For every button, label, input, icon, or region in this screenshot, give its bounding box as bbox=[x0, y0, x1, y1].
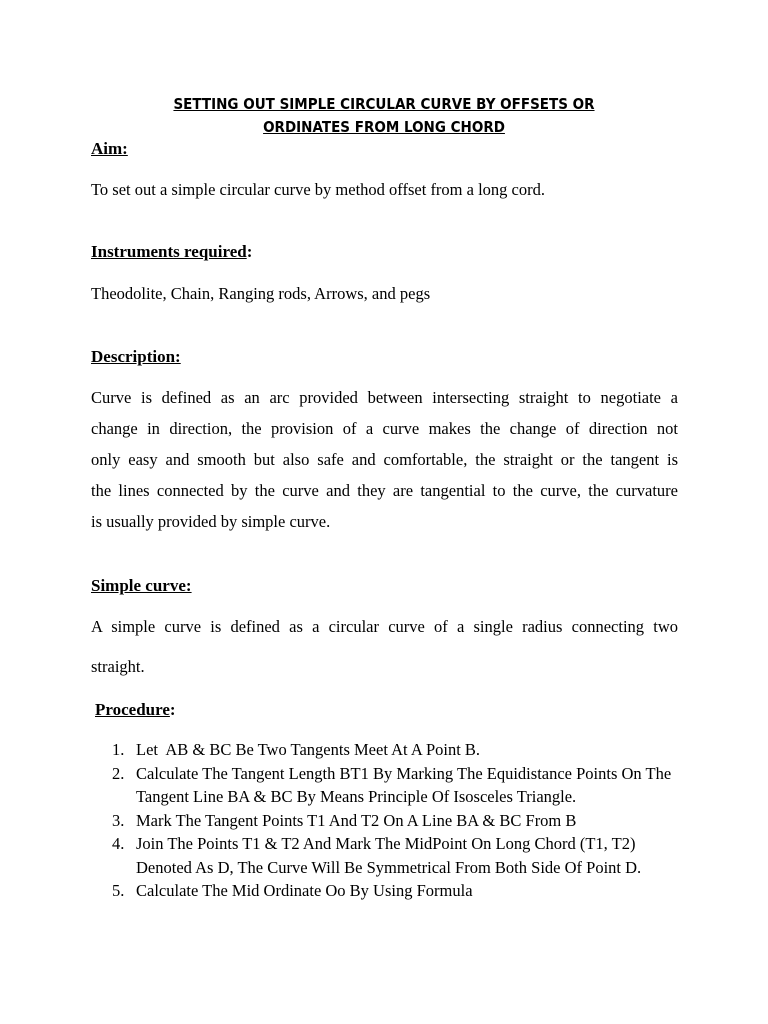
instruments-heading bbox=[91, 242, 252, 262]
procedure-step bbox=[112, 879, 682, 903]
procedure-step bbox=[112, 832, 682, 879]
simple-curve-heading-text: Simple curve: bbox=[91, 576, 192, 595]
procedure-steps-list bbox=[112, 738, 682, 903]
instruments-heading-colon: : bbox=[246, 242, 253, 261]
step-number: 1. bbox=[112, 740, 125, 759]
procedure-step bbox=[112, 809, 682, 833]
instruments-heading-text: Instruments required bbox=[91, 242, 247, 261]
description-line-1: Curve is defined as an arc provided between intersecting straight to negotiate a bbox=[91, 388, 678, 407]
description-heading-text: Description: bbox=[91, 347, 181, 366]
step-text: Mark The Tangent Points T1 And T2 On A Line BA & BC From B bbox=[136, 810, 577, 830]
step-text: Calculate The Mid Ordinate Oo By Using Formula bbox=[136, 881, 473, 900]
description-heading bbox=[91, 347, 181, 367]
step-text: Let AB & BC Be Two Tangents Meet At A Point B. bbox=[136, 740, 481, 759]
procedure-step bbox=[112, 762, 682, 809]
description-line-3: only easy and smooth but also safe and comfortable, the straight or the tangent is bbox=[91, 450, 678, 469]
aim-heading bbox=[91, 139, 128, 159]
title-line-2: ORDINATES FROM LONG CHORD bbox=[263, 118, 505, 136]
step-number: 3. bbox=[112, 810, 125, 830]
simple-curve-heading bbox=[91, 576, 192, 596]
step-text: Join The Points T1 & T2 And Mark The MidPoint On Long Chord (T1, T2) Denoted As D, The Curve Will Be Symmetrical From Both Side Of Point D. bbox=[136, 834, 642, 877]
description-line-4: the lines connected by the curve and they are tangential to the curve, the curvature bbox=[91, 481, 678, 500]
simple-curve-line-2: straight. bbox=[91, 657, 145, 676]
step-number: 2. bbox=[112, 763, 125, 783]
title-line-1: SETTING OUT SIMPLE CIRCULAR CURVE BY OFFSETS OR bbox=[173, 95, 595, 113]
procedure-heading bbox=[95, 700, 176, 720]
procedure-step bbox=[112, 738, 682, 762]
instruments-text: Theodolite, Chain, Ranging rods, Arrows, and pegs bbox=[91, 284, 431, 303]
step-number: 5. bbox=[112, 881, 125, 900]
simple-curve-line-1: A simple curve is defined as a circular curve of a single radius connecting two bbox=[91, 617, 678, 636]
procedure-heading-colon: : bbox=[169, 700, 176, 719]
step-text: Calculate The Tangent Length BT1 By Marking The Equidistance Points On The Tangent Line BA & BC By Means Principle Of Isosceles Triangle. bbox=[136, 763, 672, 806]
procedure-heading-text: Procedure bbox=[95, 700, 170, 719]
aim-heading-text: Aim: bbox=[91, 139, 128, 158]
document-title bbox=[38, 93, 729, 139]
description-line-5: is usually provided by simple curve. bbox=[91, 512, 331, 531]
step-number: 4. bbox=[112, 834, 125, 853]
description-line-2: change in direction, the provision of a curve makes the change of direction not bbox=[91, 419, 678, 438]
aim-text: To set out a simple circular curve by method offset from a long cord. bbox=[91, 180, 545, 199]
